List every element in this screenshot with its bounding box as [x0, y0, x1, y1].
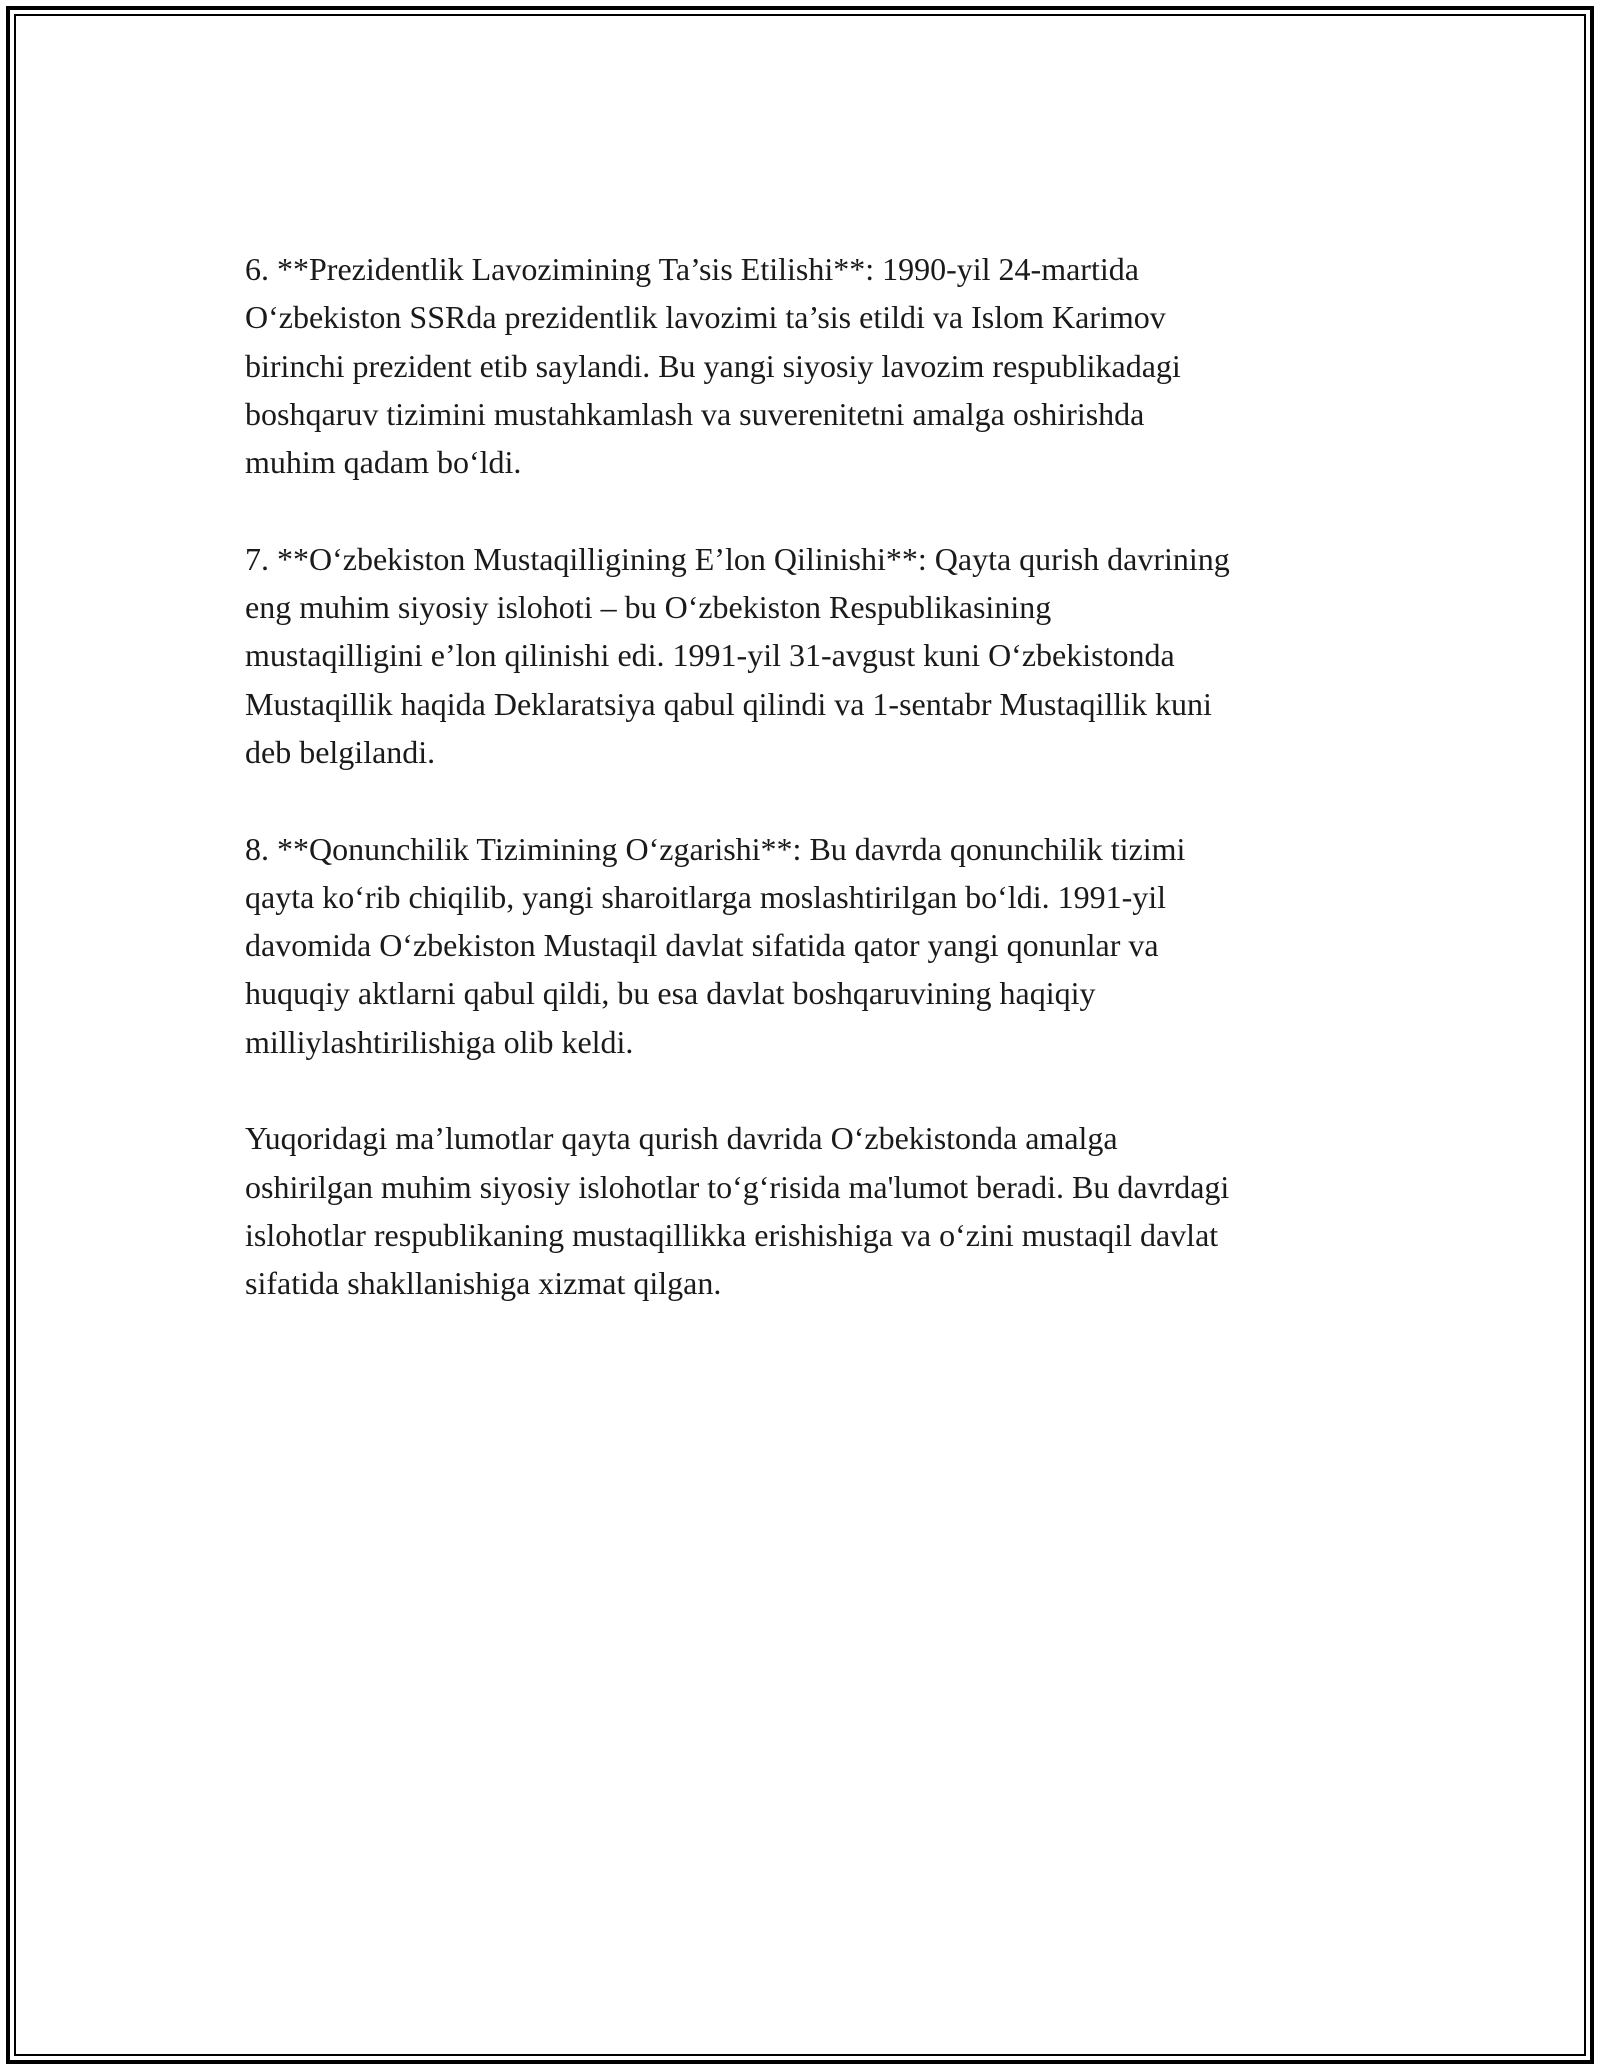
- text-line: huquqiy aktlarni qabul qildi, bu esa davlat boshqaruvining haqiqiy: [245, 975, 1096, 1012]
- text-line: sifatida shakllanishiga xizmat qilgan.: [245, 1265, 722, 1302]
- text-line: 6. **Prezidentlik Lavozimining Ta’sis Etilishi**: 1990-yil 24-martida: [245, 251, 1139, 287]
- text-line: boshqaruv tizimini mustahkamlash va suverenitetni amalga oshirishda: [245, 395, 1145, 432]
- text-line: oshirilgan muhim siyosiy islohotlar to‘g‘risida ma'lumot beradi. Bu davrdagi: [245, 1168, 1230, 1205]
- paragraph-summary: [245, 1114, 1385, 1307]
- text-line: 8. **Qonunchilik Tizimining O‘zgarishi**: Bu davrda qonunchilik tizimi: [245, 830, 1186, 867]
- text-line: davomida O‘zbekiston Mustaqil davlat sifatida qator yangi qonunlar va: [245, 927, 1159, 964]
- text-line: islohotlar respublikaning mustaqillikka erishishiga va o‘zini mustaqil davlat: [245, 1216, 1219, 1253]
- text-line: muhim qadam bo‘ldi.: [245, 444, 522, 481]
- text-line: birinchi prezident etib saylandi. Bu yangi siyosiy lavozim respublikadagi: [245, 347, 1181, 384]
- text-line: Mustaqillik haqida Deklaratsiya qabul qilindi va 1-sentabr Mustaqillik kuni: [245, 685, 1212, 722]
- text-line: milliylashtirilishiga olib keldi.: [245, 1023, 634, 1060]
- text-line: mustaqilligini e’lon qilinishi edi. 1991-yil 31-avgust kuni O‘zbekistonda: [245, 637, 1175, 674]
- text-line: 7. **O‘zbekiston Mustaqilligining E’lon Qilinishi**: Qayta qurish davrining: [245, 540, 1230, 577]
- paragraph-8-legislation: [245, 825, 1385, 1066]
- text-line: deb belgilandi.: [245, 733, 436, 770]
- text-line: qayta ko‘rib chiqilib, yangi sharoitlarga moslashtirilgan bo‘ldi. 1991-yil: [245, 878, 1167, 915]
- paragraph-7-independence: [245, 535, 1385, 776]
- paragraph-6-presidency: [245, 245, 1385, 486]
- document-body: [245, 245, 1385, 1308]
- page-border: [6, 6, 1594, 2064]
- text-line: O‘zbekiston SSRda prezidentlik lavozimi ta’sis etildi va Islom Karimov: [245, 299, 1166, 336]
- text-line: Yuqoridagi ma’lumotlar qayta qurish davrida O‘zbekistonda amalga: [245, 1120, 1118, 1157]
- text-line: eng muhim siyosiy islohoti – bu O‘zbekiston Respublikasining: [245, 589, 1052, 626]
